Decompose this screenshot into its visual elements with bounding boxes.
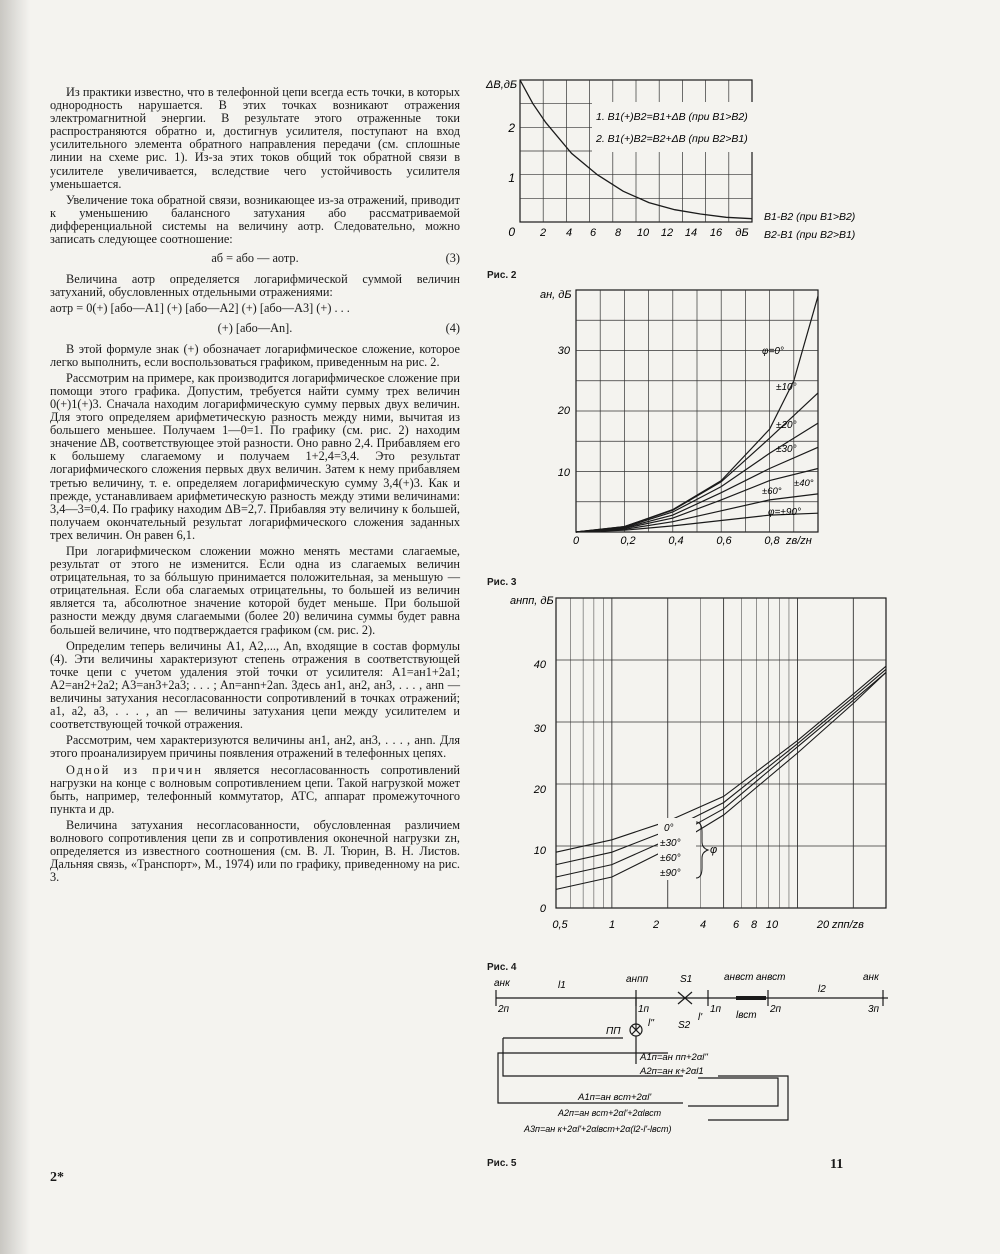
fig5-eq: A1п=aн вст+2αl' (578, 1092, 652, 1103)
fig5-label: aнк (494, 978, 510, 989)
equation-4-number: (4) (445, 320, 460, 335)
fig2-xtick: 2 (539, 227, 547, 239)
paragraph-8: Рассмотрим, чем характеризуются величины aн1, aн2, aн3, . . . , aнn. Для этого проанализируем причины появления отражений в телефонных цепях. (50, 733, 460, 761)
equation-4 (50, 322, 460, 335)
fig5-eq: A3п=aн к+2αl'+2αlвст+2α(l2-l'-lвст) (524, 1124, 672, 1134)
fig3-xlabel: zв/zн (786, 535, 812, 547)
fig2-xtick: 10 (636, 227, 650, 239)
fig3-curve-label: φ=±90° (768, 507, 801, 518)
figure-5 (488, 968, 898, 1138)
paragraph-3: Величина aотр определяется логарифмической суммой величин затуханий, обусловленных отдельными отражениями: (50, 272, 460, 300)
page-binding-shadow (0, 0, 30, 1254)
fig2-ylabel: ΔB,дБ (486, 79, 518, 91)
fig3-ytick: 20 (557, 405, 570, 417)
fig5-eq: A2п=aн к+2αl1 (640, 1066, 704, 1077)
fig4-xtick: 4 (699, 919, 707, 931)
fig2-legend-1: 1. B1(+)B2=B1+ΔB (при B1>B2) (596, 111, 748, 123)
fig4-ylabel: aнпп, дБ (510, 595, 554, 607)
fig3-curve-label: ±40° (794, 478, 814, 489)
fig2-xtick: 16 (709, 227, 723, 239)
fig5-label: S1 (680, 974, 693, 985)
fig5-eq: A2п=aн вст+2αl'+2αlвст (558, 1108, 662, 1118)
fig4-xtick: 6 (732, 919, 740, 931)
page-number-left: 2* (50, 1170, 64, 1185)
fig4-grid (556, 598, 886, 908)
fig2-xlabel-1: B1-B2 (при B1>B2) (764, 211, 856, 223)
fig5-loop-4 (708, 1076, 788, 1120)
page-number-right: 11 (830, 1157, 844, 1172)
fig2-ytick: 2 (508, 121, 515, 135)
fig3-ytick: 0 (572, 535, 580, 547)
fig2-xtick: 8 (614, 227, 622, 239)
fig4-ytick: 20 (533, 784, 546, 796)
fig3-curve-label: ±20° (776, 420, 797, 431)
fig4-xtick: 0,5 (552, 919, 568, 931)
fig2-xunit: дБ (735, 227, 749, 239)
fig4-xtick: 20 (816, 919, 830, 931)
fig3-xtick: 0,4 (668, 535, 684, 547)
fig3-curve-label: ±10° (776, 382, 797, 393)
fig5-point: 2п (498, 1004, 510, 1015)
fig4-xlabel: zпп/zв (832, 919, 864, 931)
fig5-label: l1 (558, 980, 566, 991)
fig3-curve-label: φ=0° (762, 346, 784, 357)
fig4-curve-label: 0° (664, 823, 674, 834)
caption-fig2: Рис. 2 (487, 270, 517, 281)
fig5-label: aнк (863, 972, 879, 983)
fig5-label: aнпп (626, 974, 649, 985)
figure-2 (480, 72, 900, 252)
fig3-curve-label: ±60° (762, 486, 782, 497)
paragraph-5: Рассмотрим на примере, как производится логарифмическое сложение при помощи этого графика. Допустим, требуется найти сумму трех величин 0(+)1(+)3. Сначала находим логарифмическую сумму первых двух величин. Для этого определяем арифметическую разность между ними, вычитая из большего меньшее. Получаем 1—0=1. По графику (см. рис. 2) находим значение ΔB, соответствующее этой разности. Оно равно 2,4. Прибавляем его к большему слагаемому и получаем 1+2,4=3,4. Это результат логарифмического сложения первых двух величин. Затем к нему прибавляем третью величину, т. е. определяем логарифмическую сумму 3,4(+)3. Как и прежде, устанавливаем арифметическую разность между этими величинами: 3,4—3=0,4. По графику находим ΔB=2,7. Прибавляя эту величину к большей, получаем окончательный результат логарифмического сложения заданных трех величин. Он равен 6,1. (50, 370, 460, 542)
fig4-curve-label: ±30° (660, 838, 681, 849)
fig5-lvst: lвст (736, 1010, 757, 1021)
paragraph-10: Величина затухания несогласованности, обусловленная различием волнового сопротивления цепи zв и сопротивления оконечной нагрузки zн, определяется из известного соотношения (см. В. Л. Тюрин, В. Н. Листов. Дальняя связь, «Транспорт», М., 1974) или по графику, приведенному на рис. 3. (50, 817, 460, 885)
fig4-series-line (556, 666, 886, 852)
fig4-curves (556, 666, 886, 889)
figure-4 (490, 590, 900, 935)
equation-4-line-1: aотр = 0(+) [aбо—A1] (+) [aбо—A2] (+) [aбо—A3] (+) . . . (50, 301, 350, 316)
fig5-pp-label: ПП (606, 1026, 621, 1037)
fig4-series-line (556, 669, 886, 864)
fig4-ytick: 10 (533, 845, 546, 857)
fig5-point: 2п (770, 1004, 782, 1015)
fig4-xtick: 8 (750, 919, 758, 931)
fig4-curve-label: ±90° (660, 868, 681, 879)
fig5-label: aнвст (724, 972, 754, 983)
fig2-xtick: 6 (589, 227, 597, 239)
equation-3-number: (3) (445, 251, 460, 266)
fig3-ytick: 10 (557, 467, 570, 479)
fig5-point: 1п (710, 1004, 722, 1015)
equation-3-body: aб = aбо — aотр. (211, 251, 299, 266)
fig5-eq: A1п=aн пп+2αl'' (640, 1052, 708, 1063)
fig5-s2: S2 (678, 1020, 691, 1031)
fig2-ytick: 0 (508, 225, 515, 239)
fig4-series-line (556, 672, 886, 889)
equation-4-line-2: (+) [aбо—An]. (217, 320, 293, 335)
paragraph-1: Из практики известно, что в телефонной цепи всегда есть точки, в которых однородность нарушается. В этих точках возникают отражения электромагнитной энергии. В результате этого отраженные токи распространяются обратно и, достигнув усилителя, поступают на вход усилительного элемента обратного направления передачи (см. сплошные линии на схеме рис. 1). Из-за этих токов общий ток обратной связи в усилителе увеличивается, вследствие чего устойчивость усилителя уменьшается. (50, 85, 460, 191)
fig5-loop-3 (688, 1078, 778, 1106)
paragraph-7: Определим теперь величины A1, A2,..., An, входящие в состав формулы (4). Эти величины характеризуют степень отражения в соответствующей точке цепи с учетом удаления этой точки от усилителя: A1=aн1+2a1; A2=aн2+2a2; A3=aн3+2a3; . . . ; An=aнn+2an. Здесь aн1, aн2, aн3, . . . , aнn — величины затухания несогласованности сопротивлений в точках отражений; a1, a2, a3, . . . , an — величины затухания цепи между усилителем и соответствующей точкой отражения. (50, 638, 460, 732)
fig3-xtick: 0,2 (620, 535, 636, 547)
fig3-ylabel: aн, дБ (540, 289, 572, 301)
fig5-label: aнвст (756, 972, 786, 983)
caption-fig3: Рис. 3 (487, 577, 517, 588)
fig4-curve-label: ±60° (660, 853, 681, 864)
figure-3 (530, 286, 840, 556)
fig5-point: 1п (638, 1004, 650, 1015)
fig2-xtick: 12 (660, 227, 674, 239)
caption-fig5: Рис. 5 (487, 1158, 517, 1169)
fig2-xtick: 4 (565, 227, 573, 239)
fig4-ytick: 30 (533, 723, 546, 735)
article-text-column (50, 86, 460, 887)
fig4-ytick: 0 (539, 903, 546, 915)
fig4-ytick: 40 (533, 659, 546, 671)
paragraph-4: В этой формуле знак (+) обозначает логарифмическое сложение, которое легко выполнить, если воспользоваться графиком, приведенным на рис. 2. (50, 341, 460, 369)
fig4-phi: φ (710, 844, 718, 856)
paragraph-9 (50, 764, 460, 816)
fig2-xlabel-2: B2-B1 (при B2>B1) (764, 229, 856, 241)
fig3-xtick: 0,8 (764, 535, 780, 547)
paragraph-9-spaced: Одной из причин (66, 762, 203, 777)
fig2-legend-2: 2. B1(+)B2=B2+ΔB (при B2>B1) (596, 133, 748, 145)
fig3-curve-label: ±30° (776, 444, 797, 455)
fig2-xtick: 14 (684, 227, 698, 239)
equation-3 (50, 252, 460, 265)
fig4-frame (556, 598, 886, 908)
fig4-xtick: 2 (652, 919, 660, 931)
fig5-l2pp: l'' (648, 1018, 655, 1029)
fig5-label: l2 (818, 984, 826, 995)
fig3-ytick: 30 (557, 345, 570, 357)
fig4-xtick: 10 (765, 919, 779, 931)
paragraph-2: Увеличение тока обратной связи, возникающее из-за отражений, приводит к уменьшению балансного затухания aбо рассматриваемой дифференциальной системы на величину aотр. Следовательно, можно записать следующее соотношение: (50, 192, 460, 247)
paragraph-6: При логарифмическом сложении можно менять местами слагаемые, результат от этого не изменится. Если одна из слагаемых величин отрицательная, то за бóльшую принимается положительная, за меньшую — отрицательная. Если оба слагаемых отрицательны, то большей из величин является та, абсолютное значение которой будет меньше. При большой разности между двумя слагаемыми (более 20) величина суммы будет равна большей величине, что подтверждается графиком (см. рис. 2). (50, 544, 460, 637)
fig4-xtick: 1 (608, 919, 616, 931)
fig5-l1pp: l' (698, 1012, 703, 1023)
caption-fig4: Рис. 4 (487, 962, 517, 973)
fig5-point: 3п (868, 1004, 880, 1015)
fig3-xtick: 0,6 (716, 535, 732, 547)
paragraph-9-body: является несогласованность сопротивлений нагрузки на конце с волновым сопротивлением цепи. Такой нагрузкой может быть, например, телефонный коммутатор, АТС, аппарат промежуточного пункта и др. (50, 762, 460, 816)
fig2-ytick: 1 (508, 171, 515, 185)
